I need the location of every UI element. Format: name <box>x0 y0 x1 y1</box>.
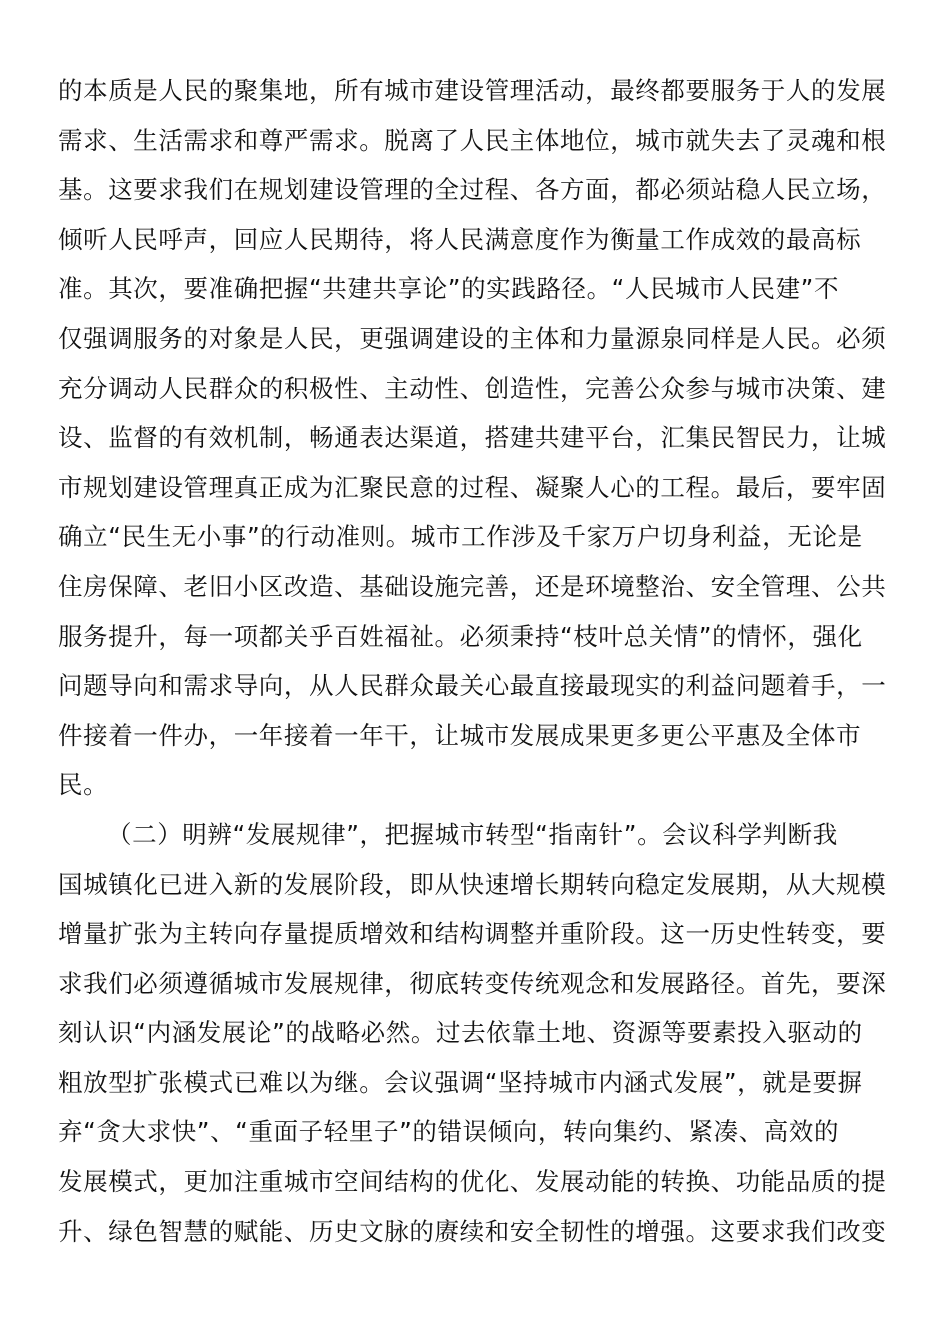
text-line-1: 的本质是人民的聚集地，所有城市建设管理活动，最终都要服务于人的发展 <box>58 76 887 105</box>
text-line-3: 基。这要求我们在规划建设管理的全过程、各方面，都必须站稳人民立场， <box>58 175 887 205</box>
text-line-8: 设、监督的有效机制，畅通表达渠道，搭建共建平台，汇集民智民力，让城 <box>58 423 887 453</box>
text-line-19: 求我们必须遵循城市发展规律，彻底转变传统观念和发展路径。首先，要深 <box>58 968 887 998</box>
text-line-14: 件接着一件办，一年接着一年干，让城市发展成果更多更公平惠及全体市 <box>58 720 862 750</box>
body-text <box>58 66 893 1256</box>
text-line-6: 仅强调服务的对象是人民，更强调建设的主体和力量源泉同样是人民。必须 <box>58 323 887 353</box>
text-line-2: 需求、生活需求和尊严需求。脱离了人民主体地位，城市就失去了灵魂和根 <box>58 125 887 155</box>
text-line-4: 倾听人民呼声，回应人民期待，将人民满意度作为衡量工作成效的最高标 <box>58 224 862 254</box>
text-line-22: 弃“贪大求快”、“重面子轻里子”的错误倾向，转向集约、紧凑、高效的 <box>58 1117 840 1147</box>
text-line-10: 确立“民生无小事”的行动准则。城市工作涉及千家万户切身利益，无论是 <box>58 522 863 552</box>
text-line-15: 民。 <box>58 770 109 800</box>
text-line-11: 住房保障、老旧小区改造、基础设施完善，还是环境整治、安全管理、公共 <box>58 571 887 601</box>
text-line-18: 增量扩张为主转向存量提质增效和结构调整并重阶段。这一历史性转变，要 <box>58 919 887 949</box>
text-line-5: 准。其次，要准确把握“共建共享论”的实践路径。“人民城市人民建”不 <box>58 274 840 304</box>
text-line-13: 问题导向和需求导向，从人民群众最关心最直接最现实的利益问题着手，一 <box>58 671 887 701</box>
text-line-21: 粗放型扩张模式已难以为继。会议强调“坚持城市内涵式发展”，就是要摒 <box>58 1067 863 1097</box>
text-line-23: 发展模式，更加注重城市空间结构的优化、发展动能的转换、功能品质的提 <box>58 1167 887 1197</box>
text-line-7: 充分调动人民群众的积极性、主动性、创造性，完善公众参与城市决策、建 <box>58 373 887 403</box>
text-line-24: 升、绿色智慧的赋能、历史文脉的赓续和安全韧性的增强。这要求我们改变 <box>58 1216 887 1246</box>
text-line-17: 国城镇化已进入新的发展阶段，即从快速增长期转向稳定发展期，从大规模 <box>58 869 887 899</box>
text-line-20: 刻认识“内涵发展论”的战略必然。过去依靠土地、资源等要素投入驱动的 <box>58 1018 863 1048</box>
section-heading-line: （二）明辨“发展规律”，把握城市转型“指南针”。会议科学判断我 <box>107 819 838 849</box>
text-line-9: 市规划建设管理真正成为汇聚民意的过程、凝聚人心的工程。最后，要牢固 <box>58 472 887 502</box>
text-line-12: 服务提升，每一项都关乎百姓福祉。必须秉持“枝叶总关情”的情怀，强化 <box>58 621 863 651</box>
